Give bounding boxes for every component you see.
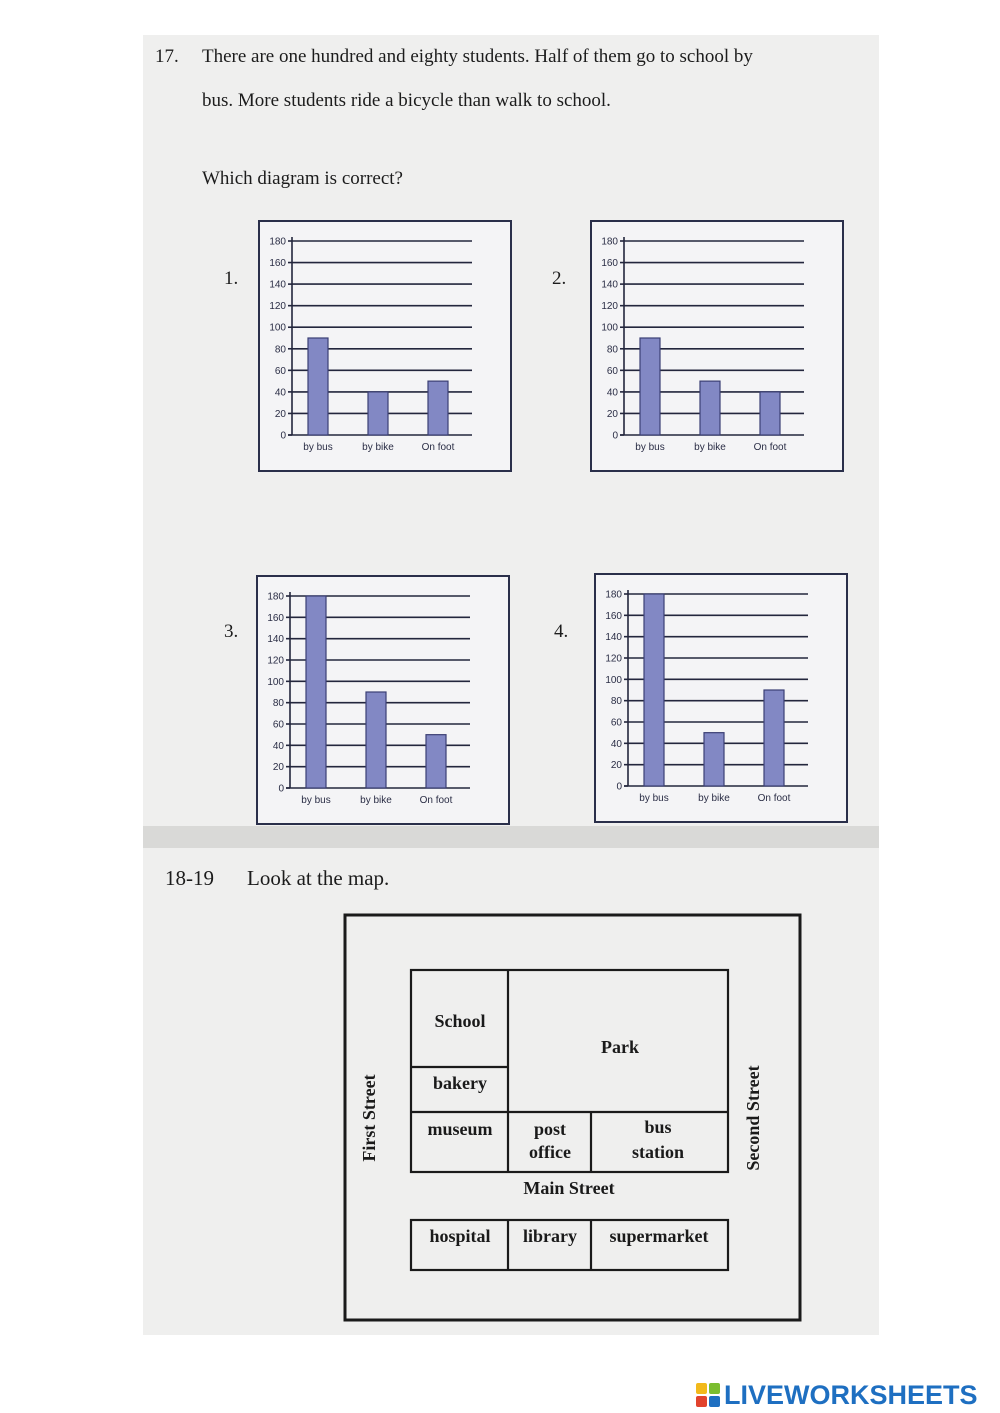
y-tick-label: 140 xyxy=(601,279,618,291)
y-tick-label: 20 xyxy=(610,760,622,772)
bar-by-bike xyxy=(368,392,388,435)
bus-station-label-line2: station xyxy=(631,1142,685,1162)
y-tick-label: 160 xyxy=(605,610,622,622)
y-tick-label: 180 xyxy=(269,236,286,248)
y-tick-label: 100 xyxy=(269,322,286,334)
bakery-label: bakery xyxy=(433,1073,487,1093)
y-tick-label: 20 xyxy=(606,408,618,420)
x-category-label: On foot xyxy=(757,793,791,804)
y-tick-label: 60 xyxy=(272,719,284,731)
y-tick-label: 0 xyxy=(616,781,622,793)
bar-on-foot xyxy=(426,735,446,788)
bar-chart-option-2[interactable] xyxy=(590,220,844,472)
y-tick-label: 120 xyxy=(605,653,622,665)
x-category-label: On foot xyxy=(753,442,787,453)
section-divider xyxy=(143,826,879,848)
y-tick-label: 140 xyxy=(269,279,286,291)
question-18-19-number: 18-19 xyxy=(165,866,214,890)
y-tick-label: 160 xyxy=(601,258,618,270)
liveworksheets-logo[interactable] xyxy=(696,1380,978,1410)
question-17-number: 17. xyxy=(155,46,179,67)
x-category-label: by bus xyxy=(639,793,669,804)
bar-by-bike xyxy=(704,733,724,786)
y-tick-label: 40 xyxy=(274,387,286,399)
y-tick-label: 120 xyxy=(601,301,618,313)
bar-by-bike xyxy=(366,692,386,788)
post-office-label-line2: office xyxy=(529,1142,571,1162)
main-street-label: Main Street xyxy=(523,1178,615,1198)
y-tick-label: 80 xyxy=(272,698,284,710)
y-tick-label: 60 xyxy=(610,717,622,729)
y-tick-label: 40 xyxy=(272,740,284,752)
y-tick-label: 100 xyxy=(601,322,618,334)
y-tick-label: 20 xyxy=(272,762,284,774)
x-category-label: by bike xyxy=(698,793,730,804)
bar-on-foot xyxy=(760,392,780,435)
map-border xyxy=(345,915,800,1320)
y-tick-label: 140 xyxy=(267,634,284,646)
y-tick-label: 0 xyxy=(280,430,286,442)
bar-chart-option-4[interactable] xyxy=(594,573,848,823)
x-category-label: On foot xyxy=(419,795,453,806)
y-tick-label: 0 xyxy=(278,783,284,795)
question-17-text-line2: bus. More students ride a bicycle than walk to school. xyxy=(202,90,611,111)
bar-chart-option-3[interactable] xyxy=(256,575,510,825)
bar-by-bus xyxy=(308,338,328,435)
bus-station-label-line1: bus xyxy=(644,1117,672,1137)
y-tick-label: 80 xyxy=(606,344,618,356)
y-tick-label: 100 xyxy=(267,676,284,688)
y-tick-label: 20 xyxy=(274,408,286,420)
y-tick-label: 160 xyxy=(269,258,286,270)
park-label: Park xyxy=(601,1037,639,1057)
option-4-label[interactable]: 4. xyxy=(554,621,569,642)
y-tick-label: 160 xyxy=(267,612,284,624)
liveworksheets-logo-icon xyxy=(696,1383,720,1407)
bar-by-bus xyxy=(306,596,326,788)
bar-by-bike xyxy=(700,381,720,435)
hospital-label: hospital xyxy=(429,1226,491,1246)
option-3-label[interactable]: 3. xyxy=(224,621,239,642)
museum-label: museum xyxy=(427,1119,493,1139)
y-tick-label: 80 xyxy=(610,696,622,708)
x-category-label: by bus xyxy=(303,442,333,453)
bar-by-bus xyxy=(644,594,664,786)
y-tick-label: 80 xyxy=(274,344,286,356)
y-tick-label: 180 xyxy=(267,591,284,603)
y-tick-label: 180 xyxy=(605,589,622,601)
y-tick-label: 60 xyxy=(606,365,618,377)
y-tick-label: 100 xyxy=(605,674,622,686)
y-tick-label: 60 xyxy=(274,365,286,377)
y-tick-label: 0 xyxy=(612,430,618,442)
x-category-label: by bus xyxy=(635,442,665,453)
x-category-label: by bike xyxy=(360,795,392,806)
post-office-label-line1: post xyxy=(533,1119,567,1139)
x-category-label: by bike xyxy=(694,442,726,453)
option-1-label[interactable]: 1. xyxy=(224,268,239,289)
question-17-prompt: Which diagram is correct? xyxy=(202,168,403,189)
bar-on-foot xyxy=(764,690,784,786)
x-category-label: by bike xyxy=(362,442,394,453)
library-label: library xyxy=(523,1226,577,1246)
liveworksheets-brand: LIVEWORKSHEETS xyxy=(724,1379,978,1410)
x-category-label: On foot xyxy=(421,442,455,453)
second-street-label: Second Street xyxy=(743,1065,763,1171)
question-17-text-line1: There are one hundred and eighty students. Half of them go to school by xyxy=(202,46,753,67)
y-tick-label: 140 xyxy=(605,632,622,644)
y-tick-label: 120 xyxy=(267,655,284,667)
bar-by-bus xyxy=(640,338,660,435)
first-street-label: First Street xyxy=(359,1074,379,1162)
bar-on-foot xyxy=(428,381,448,435)
y-tick-label: 40 xyxy=(606,387,618,399)
supermarket-label: supermarket xyxy=(609,1226,709,1246)
x-category-label: by bus xyxy=(301,795,331,806)
option-2-label[interactable]: 2. xyxy=(552,268,567,289)
bar-chart-option-1[interactable] xyxy=(258,220,512,472)
y-tick-label: 180 xyxy=(601,236,618,248)
question-18-19-instruction: Look at the map. xyxy=(247,866,390,890)
y-tick-label: 120 xyxy=(269,301,286,313)
y-tick-label: 40 xyxy=(610,738,622,750)
town-map xyxy=(340,910,810,1325)
school-label: School xyxy=(434,1011,486,1031)
